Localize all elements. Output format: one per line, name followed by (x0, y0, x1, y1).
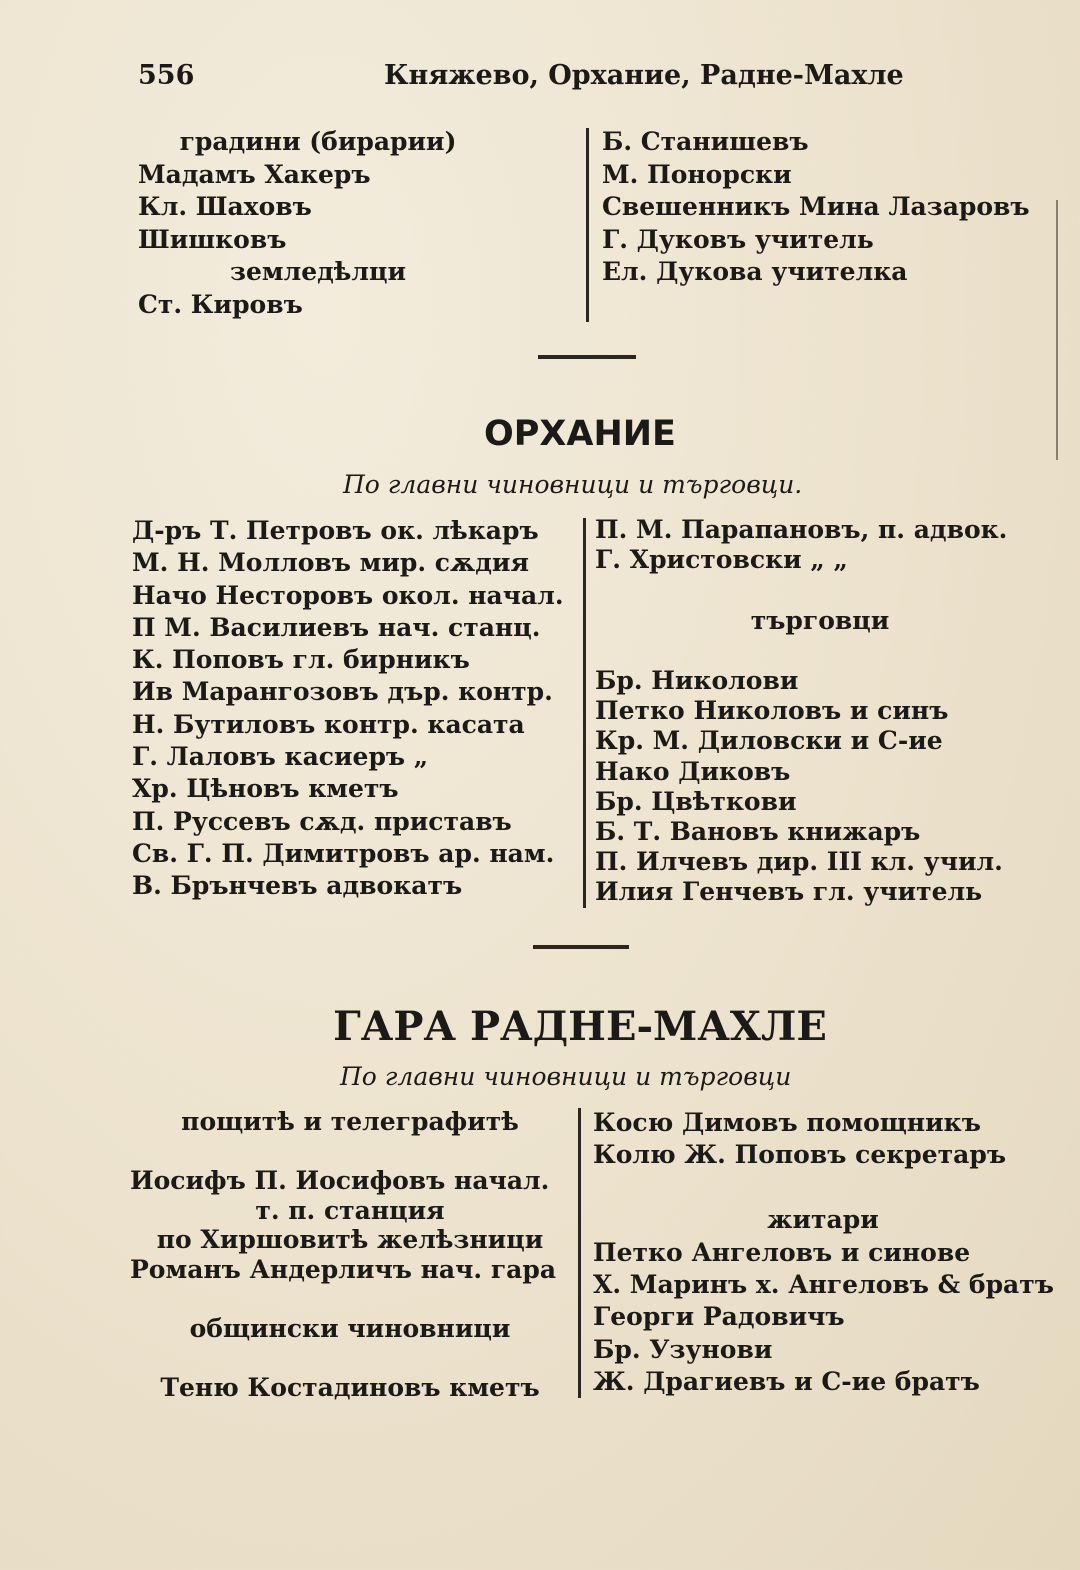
entry-line: Шишковъ (138, 224, 287, 254)
entry-line (593, 1172, 1053, 1204)
entry-line: търговци (750, 605, 890, 635)
entry-line: Н. Бутиловъ контр. касата (132, 709, 525, 739)
section-separator (533, 945, 629, 949)
entry-line: Кр. М. Диловски и С-ие (595, 726, 943, 756)
entry-line (130, 1284, 570, 1314)
page-number: 556 (138, 60, 195, 91)
entry-line: Д-ръ Т. Петровъ ок. лѣкаръ (132, 516, 539, 545)
entry-line (130, 1137, 570, 1167)
entry-line: Бр. Цвѣткови (595, 786, 797, 816)
section-subtitle-orhanie: По главни чиновници и търговци. (343, 470, 803, 499)
entry-line: Иосифъ П. Иосифовъ начал. (130, 1166, 550, 1195)
section-separator (538, 355, 636, 359)
running-title: Княжево, Орхание, Радне-Махле (384, 60, 904, 91)
entry-line: К. Поповъ гл. бирникъ (132, 645, 470, 675)
entry-line: П. М. Парапановъ, п. адвок. (595, 515, 1008, 544)
entry-line: общински чиновници (189, 1313, 511, 1343)
entry-line: Б. Станишевъ (602, 127, 809, 156)
entry-line: Ив Марангозовъ дър. контр. (132, 677, 553, 707)
entry-line: Кл. Шаховъ (138, 192, 312, 221)
entry-line: Теню Костадиновъ кметъ (160, 1372, 540, 1402)
radne-left-column (130, 1107, 570, 1402)
entry-line: по Хиршовитѣ желѣзници (156, 1225, 544, 1254)
radne-right-column (593, 1107, 1053, 1399)
entry-line: Ж. Драгиевъ и С-ие братъ (593, 1367, 980, 1397)
column-divider (586, 128, 589, 322)
entry-line: Бр. Узунови (593, 1334, 773, 1364)
entry-line: Мадамъ Хакеръ (138, 159, 371, 189)
entry-line: Романъ Андерличъ нач. гара (130, 1254, 557, 1284)
entry-line: Петко Николовъ и синъ (595, 696, 949, 726)
entry-line: Начо Несторовъ окол. начал. (132, 580, 564, 610)
entry-line: Косю Димовъ помощникъ (593, 1108, 981, 1137)
section-title-orhanie: ОРХАНИЕ (484, 414, 676, 454)
entry-line: Илия Генчевъ гл. учитель (595, 877, 983, 907)
knyazhevo-right-column (602, 126, 1042, 289)
entry-line (130, 1343, 570, 1373)
entry-line: Ел. Дукова учителка (602, 257, 908, 286)
entry-line: Колю Ж. Поповъ секретаръ (593, 1140, 1007, 1170)
entry-line: градини (бирарии) (179, 127, 457, 156)
orhanie-left-column (132, 515, 582, 903)
entry-line (595, 575, 1045, 605)
entry-line: В. Брънчевъ адвокатъ (132, 871, 463, 901)
entry-line: Ст. Кировъ (138, 289, 303, 319)
entry-line: т. п. станция (255, 1195, 445, 1225)
entry-line: Св. Г. П. Димитровъ ар. нам. (132, 838, 555, 868)
entry-line: П. Руссевъ сѫд. приставъ (132, 806, 512, 836)
entry-line: Г. Лаловъ касиеръ „ (132, 742, 429, 772)
entry-line: Г. Дуковъ учитель (602, 224, 874, 254)
entry-line: М. Понорски (602, 159, 792, 189)
entry-line: житари (767, 1205, 879, 1235)
column-divider (583, 518, 586, 908)
entry-line: земледѣлци (230, 257, 406, 286)
entry-line: Петко Ангеловъ и синове (593, 1237, 971, 1267)
entry-line: Нако Диковъ (595, 756, 791, 786)
section-title-radne-mahle: ГАРА РАДНЕ-МАХЛЕ (333, 1003, 827, 1050)
entry-line: Свешенникъ Мина Лазаровъ (602, 192, 1030, 221)
entry-line: П. Илчевъ дир. III кл. учил. (595, 847, 1003, 877)
entry-line: Бр. Николови (595, 665, 799, 695)
section-subtitle-radne-mahle: По главни чиновници и търговци (340, 1062, 792, 1091)
entry-line: Хр. Цѣновъ кметъ (132, 774, 399, 804)
entry-line: П М. Василиевъ нач. станц. (132, 612, 541, 642)
entry-line: Б. Т. Вановъ книжаръ (595, 816, 921, 846)
page-edge-line (1056, 200, 1058, 460)
entry-line (595, 636, 1045, 666)
entry-line: Георги Радовичъ (593, 1302, 845, 1332)
orhanie-right-column (595, 515, 1045, 907)
entry-line: Х. Маринъ х. Ангеловъ & братъ (593, 1269, 1054, 1299)
column-divider (578, 1108, 581, 1398)
entry-line: Г. Христовски „ „ (595, 545, 848, 575)
entry-line: пощитѣ и телеграфитѣ (181, 1107, 519, 1136)
entry-line: М. Н. Молловъ мир. сѫдия (132, 548, 529, 578)
knyazhevo-left-column (138, 126, 498, 321)
